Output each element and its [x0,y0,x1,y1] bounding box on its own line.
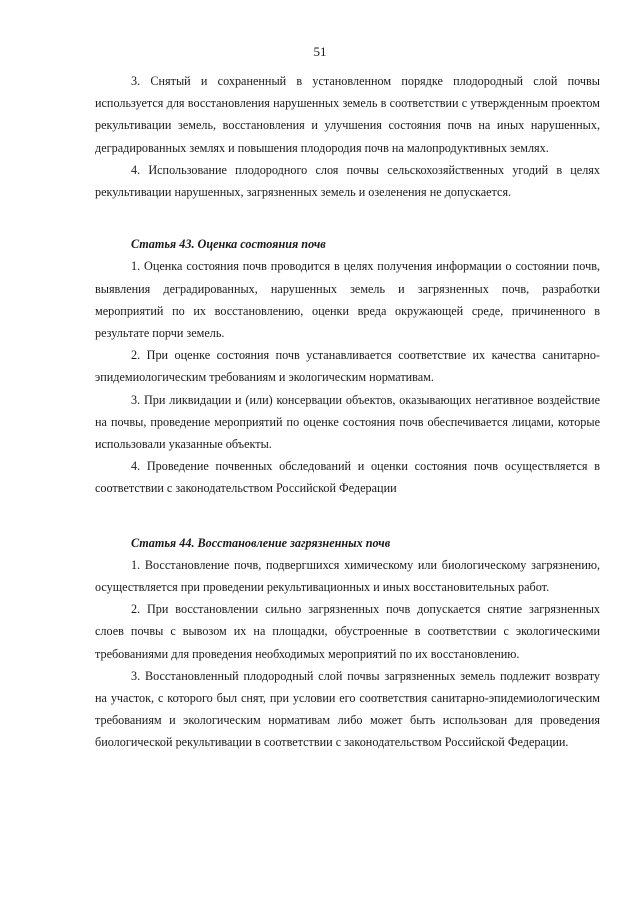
page-content [95,70,600,754]
paragraph: 1. Восстановление почв, подвергшихся химическому или биологическому загрязнению, осуществляется при проведении рекультивационных и иных восстановительных работ. [95,557,600,595]
paragraph: 3. При ликвидации и (или) консервации объектов, оказывающих негативное воздействие на почвы, проведение мероприятий по оценке состояния почв обеспечивается лицами, которые использовали указанные объекты. [95,392,600,452]
article-44-title: Статья 44. Восстановление загрязненных почв [131,535,391,550]
paragraph: 2. При оценке состояния почв устанавливается соответствие их качества санитарно-эпидемиологическим требованиям и экологическим нормативам. [95,348,600,385]
section-spacer [95,500,600,532]
paragraph: 1. Оценка состояния почв проводится в целях получения информации о состоянии почв, выявления деградированных, нарушенных земель и загрязненных почв, разработки мероприятий по их восстановлению, оценки вреда окружающей среде, причиненного в результате порчи земель. [95,259,600,341]
paragraph: 4. Проведение почвенных обследований и оценки состояния почв осуществляется в соответствии с законодательством Российской Федерации [95,459,600,496]
paragraph: 3. Снятый и сохраненный в установленном порядке плодородный слой почвы используется для восстановления нарушенных земель в соответствии с утвержденным проектом рекультивации земель, восстановления и улучшения состояния почв на иных нарушенных, деградированных землях и повышения плодородия почв на малопродуктивных землях. [95,74,600,155]
paragraph: 3. Восстановленный плодородный слой почвы загрязненных земель подлежит возврату на участок, с которого был снят, при условии его соответствия санитарно-эпидемиологическим требованиям и экологическим нормативам либо может быть использован для проведения биологической рекультивации в соответствии с законодательством Российской Федерации. [95,668,600,750]
section-spacer [95,203,600,233]
paragraph: 2. При восстановлении сильно загрязненных почв допускается снятие загрязненных слоев почвы с вывозом их на площадки, обустроенные в соответствии с экологическими требованиями для проведения необходимых мероприятий по их восстановлению. [95,602,600,661]
article-43-title: Статья 43. Оценка состояния почв [131,237,326,252]
paragraph: 4. Использование плодородного слоя почвы сельскохозяйственных угодий в целях рекультивации нарушенных, загрязненных земель и озеленения не допускается. [95,162,600,200]
page-number: 51 [313,44,327,59]
